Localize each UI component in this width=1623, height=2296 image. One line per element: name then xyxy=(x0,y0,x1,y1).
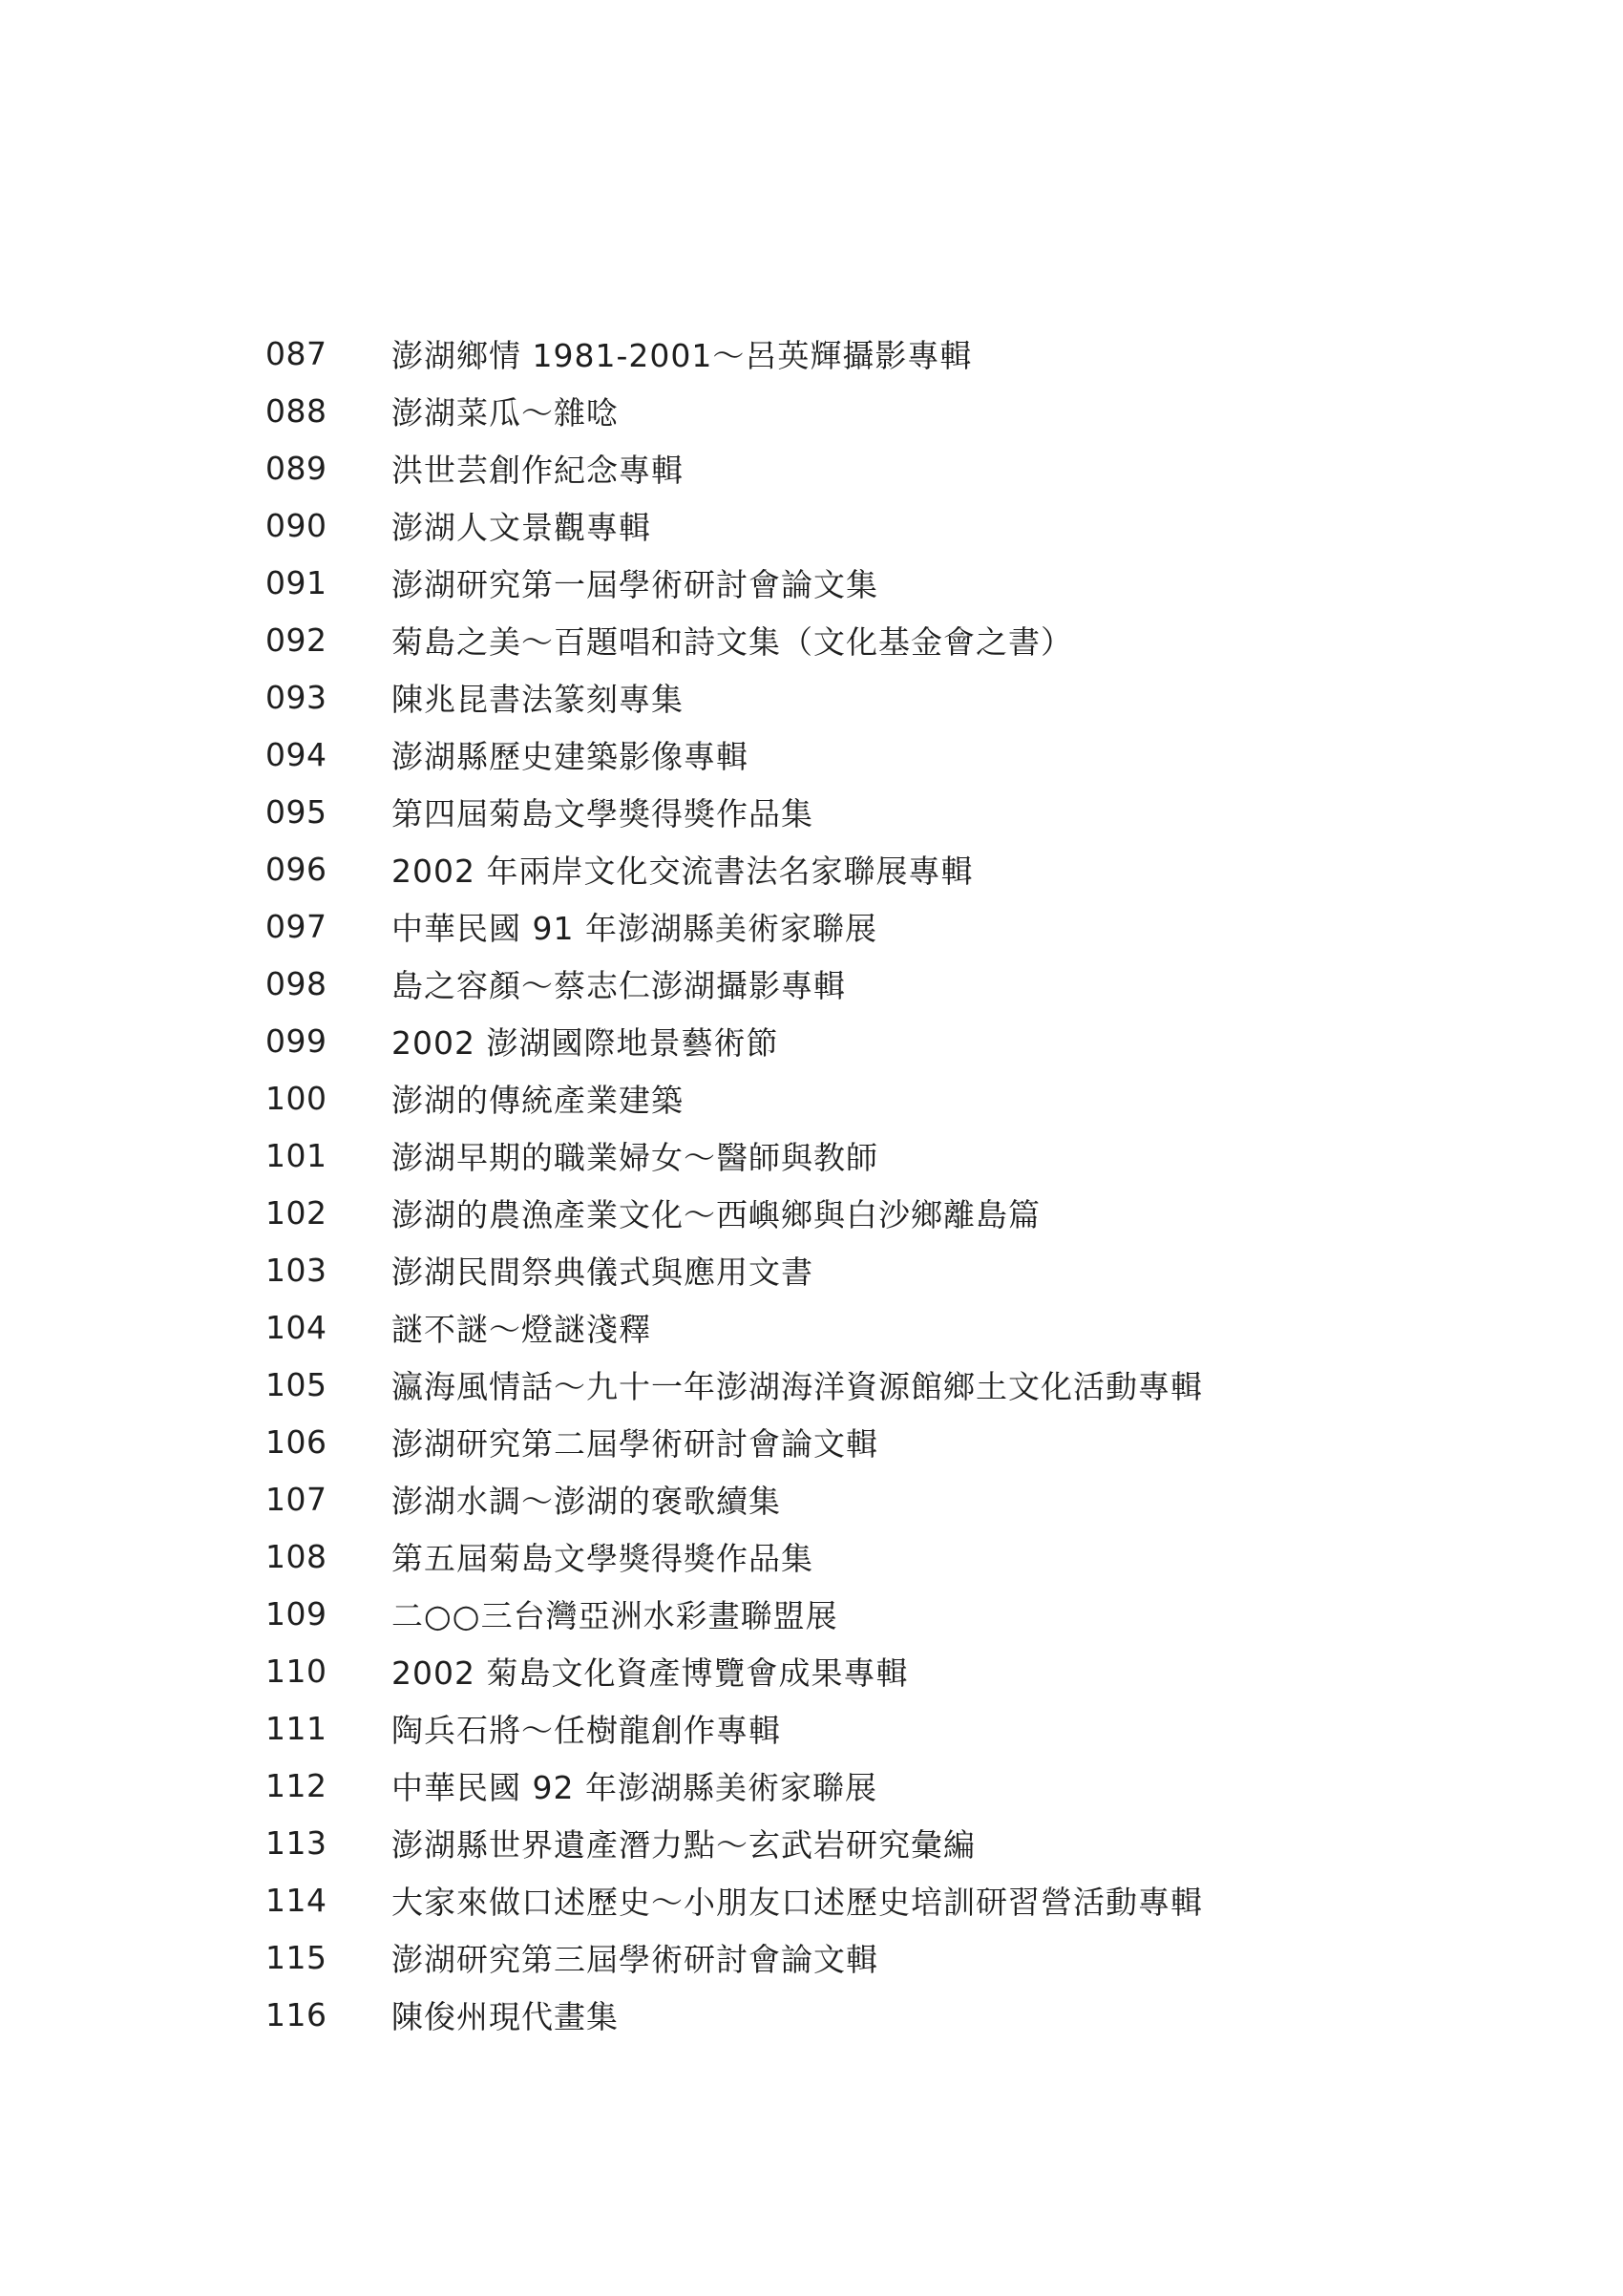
entry-number: 100 xyxy=(265,1079,327,1117)
entry-number: 104 xyxy=(265,1308,327,1346)
list-item xyxy=(265,1642,1203,1699)
entry-number: 111 xyxy=(265,1709,327,1747)
entry-title: 二○○三台灣亞洲水彩畫聯盟展 xyxy=(391,1596,838,1634)
entry-number: 110 xyxy=(265,1652,327,1690)
entry-number: 113 xyxy=(265,1823,327,1862)
entry-number: 088 xyxy=(265,391,327,430)
list-item xyxy=(265,955,1203,1012)
entry-number: 098 xyxy=(265,964,327,1002)
entry-title: 澎湖民間祭典儀式與應用文書 xyxy=(391,1253,813,1291)
publication-list xyxy=(265,325,1203,2043)
list-item xyxy=(265,1184,1203,1241)
entry-title: 澎湖菜瓜～雜唸 xyxy=(391,393,619,432)
list-item xyxy=(265,668,1203,726)
list-item xyxy=(265,382,1203,439)
list-item xyxy=(265,554,1203,611)
list-item xyxy=(265,897,1203,955)
entry-title: 澎湖研究第二屆學術研討會論文輯 xyxy=(391,1424,878,1463)
entry-number: 106 xyxy=(265,1422,327,1461)
list-item xyxy=(265,783,1203,840)
list-item xyxy=(265,325,1203,382)
entry-title: 澎湖的農漁產業文化～西嶼鄉與白沙鄉離島篇 xyxy=(391,1195,1041,1233)
entry-number: 108 xyxy=(265,1537,327,1575)
entry-title: 澎湖研究第三屆學術研討會論文輯 xyxy=(391,1940,878,1978)
list-item xyxy=(265,1757,1203,1814)
list-item xyxy=(265,611,1203,668)
entry-title: 菊島之美～百題唱和詩文集（文化基金會之書） xyxy=(391,622,1073,661)
entry-title: 2002 年兩岸文化交流書法名家聯展專輯 xyxy=(391,852,974,890)
list-item xyxy=(265,1871,1203,1928)
list-item xyxy=(265,1699,1203,1757)
entry-number: 116 xyxy=(265,1995,327,2033)
entry-title: 澎湖研究第一屆學術研討會論文集 xyxy=(391,565,878,603)
list-item xyxy=(265,1413,1203,1470)
list-item xyxy=(265,1470,1203,1527)
entry-number: 095 xyxy=(265,792,327,831)
entry-title: 澎湖鄉情 1981-2001～呂英輝攝影專輯 xyxy=(391,336,973,374)
entry-number: 092 xyxy=(265,621,327,659)
entry-number: 097 xyxy=(265,907,327,945)
entry-title: 島之容顏～蔡志仁澎湖攝影專輯 xyxy=(391,966,846,1004)
entry-title: 第四屆菊島文學獎得獎作品集 xyxy=(391,794,813,832)
entry-number: 094 xyxy=(265,735,327,773)
entry-number: 093 xyxy=(265,678,327,716)
list-item xyxy=(265,1012,1203,1069)
list-item xyxy=(265,840,1203,897)
entry-number: 091 xyxy=(265,563,327,601)
entry-number: 109 xyxy=(265,1594,327,1632)
entry-title: 澎湖人文景觀專輯 xyxy=(391,508,651,546)
entry-number: 090 xyxy=(265,506,327,544)
list-item xyxy=(265,726,1203,783)
entry-title: 澎湖水調～澎湖的褒歌續集 xyxy=(391,1482,781,1520)
entry-title: 陳俊州現代畫集 xyxy=(391,1997,619,2035)
list-item xyxy=(265,1069,1203,1127)
entry-title: 澎湖縣歷史建築影像專輯 xyxy=(391,737,748,775)
list-item xyxy=(265,1928,1203,1986)
list-item xyxy=(265,1127,1203,1184)
entry-number: 087 xyxy=(265,334,327,372)
entry-title: 陳兆昆書法篆刻專集 xyxy=(391,680,684,718)
list-item xyxy=(265,439,1203,496)
entry-number: 115 xyxy=(265,1938,327,1976)
entry-title: 第五屆菊島文學獎得獎作品集 xyxy=(391,1539,813,1577)
list-item xyxy=(265,1527,1203,1585)
entry-title: 澎湖的傳統產業建築 xyxy=(391,1081,684,1119)
entry-number: 112 xyxy=(265,1766,327,1804)
entry-title: 中華民國 92 年澎湖縣美術家聯展 xyxy=(391,1768,877,1806)
list-item xyxy=(265,1986,1203,2043)
list-item xyxy=(265,496,1203,554)
list-item xyxy=(265,1298,1203,1356)
entry-number: 096 xyxy=(265,850,327,888)
entry-number: 105 xyxy=(265,1365,327,1403)
entry-title: 中華民國 91 年澎湖縣美術家聯展 xyxy=(391,909,877,947)
entry-title: 澎湖早期的職業婦女～醫師與教師 xyxy=(391,1138,878,1176)
entry-title: 澎湖縣世界遺產潛力點～玄武岩研究彙編 xyxy=(391,1825,976,1864)
entry-number: 089 xyxy=(265,449,327,487)
list-item xyxy=(265,1585,1203,1642)
entry-title: 謎不謎～燈謎淺釋 xyxy=(391,1310,651,1348)
entry-title: 洪世芸創作紀念專輯 xyxy=(391,451,684,489)
entry-number: 103 xyxy=(265,1251,327,1289)
entry-number: 101 xyxy=(265,1136,327,1174)
entry-title: 陶兵石將～任樹龍創作專輯 xyxy=(391,1711,781,1749)
entry-title: 2002 菊島文化資產博覽會成果專輯 xyxy=(391,1654,909,1692)
list-item xyxy=(265,1814,1203,1871)
entry-number: 102 xyxy=(265,1193,327,1232)
entry-title: 瀛海風情話～九十一年澎湖海洋資源館鄉土文化活動專輯 xyxy=(391,1367,1203,1405)
list-item xyxy=(265,1356,1203,1413)
entry-number: 099 xyxy=(265,1022,327,1060)
entry-title: 大家來做口述歷史～小朋友口述歷史培訓研習營活動專輯 xyxy=(391,1883,1203,1921)
entry-title: 2002 澎湖國際地景藝術節 xyxy=(391,1023,779,1062)
entry-number: 114 xyxy=(265,1881,327,1919)
entry-number: 107 xyxy=(265,1480,327,1518)
list-item xyxy=(265,1241,1203,1298)
